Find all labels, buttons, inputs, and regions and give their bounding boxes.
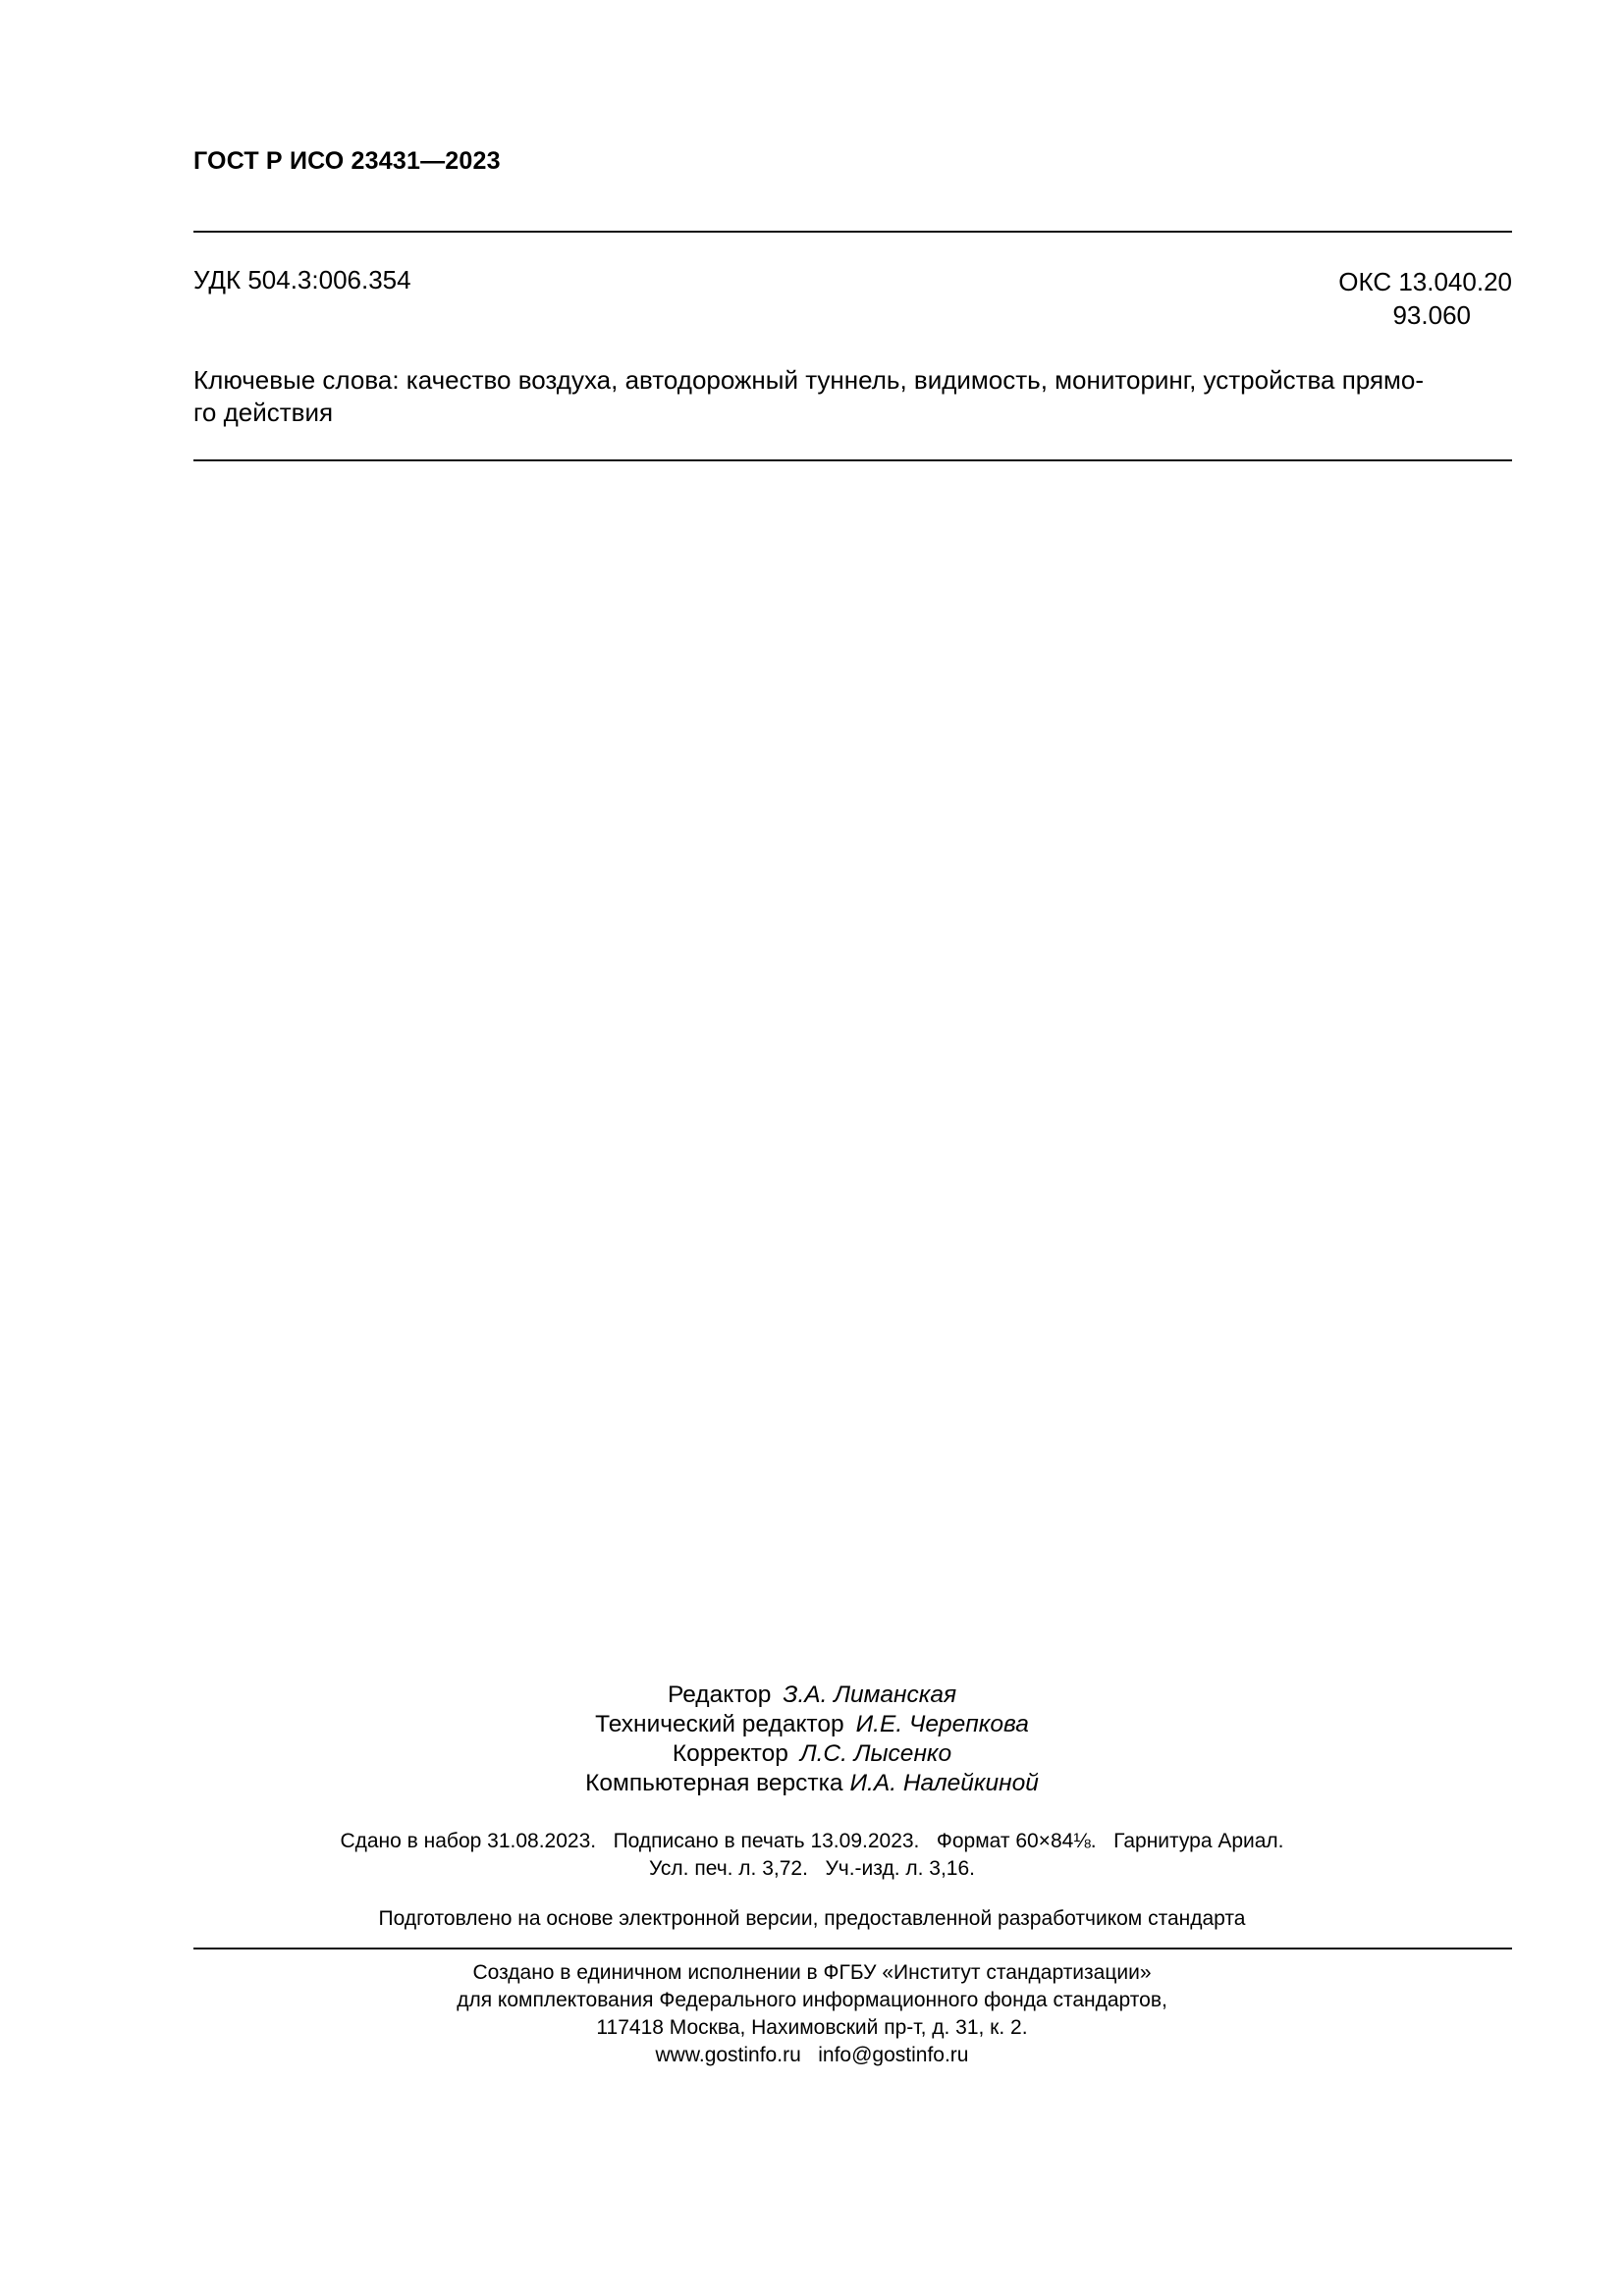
print-info-line2: Усл. печ. л. 3,72. Уч.-изд. л. 3,16. bbox=[648, 1857, 975, 1880]
print-info bbox=[0, 1828, 1624, 1883]
credit-layout bbox=[0, 1769, 1624, 1798]
tech-editor-label: Технический редактор bbox=[595, 1711, 844, 1737]
footer-line2: для комплектования Федерального информационного фонда стандартов, bbox=[457, 1989, 1167, 2011]
credits-block bbox=[0, 1681, 1624, 1798]
keywords-divider bbox=[193, 459, 1512, 461]
oks-code-line2: 93.060 bbox=[1392, 300, 1471, 330]
oks-codes bbox=[1338, 265, 1512, 332]
footer-divider bbox=[193, 1948, 1512, 1949]
oks-code-line1: ОКС 13.040.20 bbox=[1338, 267, 1512, 296]
footer-line4: www.gostinfo.ru info@gostinfo.ru bbox=[655, 2044, 969, 2066]
tech-editor-name: И.Е. Черепкова bbox=[855, 1711, 1029, 1737]
credit-tech-editor bbox=[0, 1710, 1624, 1739]
credit-corrector bbox=[0, 1739, 1624, 1769]
udk-code: УДК 504.3:006.354 bbox=[193, 265, 411, 294]
editor-name: З.А. Лиманская bbox=[783, 1682, 957, 1708]
credit-editor bbox=[0, 1681, 1624, 1710]
keywords-line1: Ключевые слова: качество воздуха, автодорожный туннель, видимость, мониторинг, устройства прямо- bbox=[193, 365, 1425, 395]
top-divider bbox=[193, 231, 1512, 233]
publisher-footer bbox=[0, 1959, 1624, 2069]
keywords-line2: го действия bbox=[193, 398, 334, 427]
layout-label: Компьютерная верстка bbox=[585, 1770, 843, 1796]
footer-line3: 117418 Москва, Нахимовский пр-т, д. 31, к. 2. bbox=[596, 2016, 1028, 2039]
editor-label: Редактор bbox=[667, 1682, 772, 1708]
document-title: ГОСТ Р ИСО 23431—2023 bbox=[193, 147, 501, 175]
corrector-name: Л.С. Лысенко bbox=[799, 1740, 952, 1767]
corrector-label: Корректор bbox=[672, 1740, 788, 1767]
prepared-note: Подготовлено на основе электронной версии, предоставленной разработчиком стандарта bbox=[378, 1907, 1246, 1930]
layout-name: И.А. Налейкиной bbox=[849, 1770, 1039, 1796]
keywords-paragraph bbox=[193, 364, 1512, 429]
print-info-line1: Сдано в набор 31.08.2023. Подписано в печать 13.09.2023. Формат 60×84⅛. Гарнитура Ариал. bbox=[340, 1830, 1284, 1852]
footer-line1: Создано в единичном исполнении в ФГБУ «Институт стандартизации» bbox=[472, 1961, 1152, 1984]
